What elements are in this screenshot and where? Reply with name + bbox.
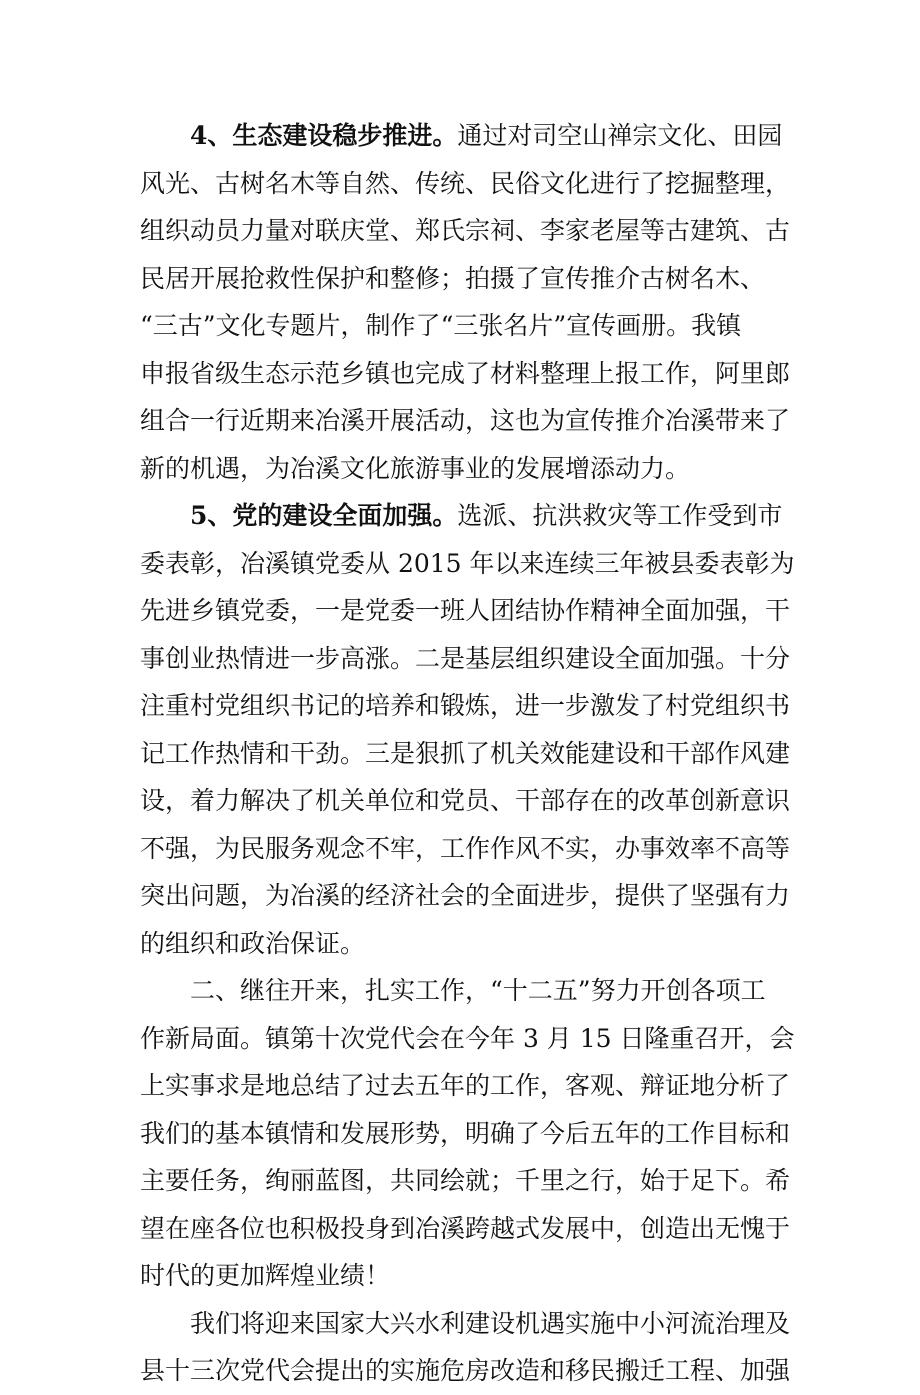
text-line: 新的机遇，为冶溪文化旅游事业的发展增添动力。 [140, 453, 691, 483]
text-line: 风光、古树名木等自然、传统、民俗文化进行了挖掘整理， [140, 168, 791, 198]
text-line: 先进乡镇党委，一是党委一班人团结协作精神全面加强，干 [140, 596, 791, 625]
text-line: 的组织和政治保证。 [140, 928, 366, 958]
text-line: 注重村党组织书记的培养和锻炼，进一步激发了村党组织书 [140, 691, 791, 720]
text-line: 申报省级生态示范乡镇也完成了材料整理上报工作，阿里郎 [140, 358, 791, 388]
text-line: 组织动员力量对联庆堂、郑氏宗祠、李家老屋等古建筑、古 [140, 216, 791, 245]
paragraph-section-two [140, 967, 795, 1300]
paragraph-ecology [140, 112, 791, 492]
text-line: 不强，为民服务观念不牢，工作作风不实，办事效率不高等 [140, 833, 791, 863]
text-line: 望在座各位也积极投身到冶溪跨越式发展中，创造出无愧于 [140, 1213, 791, 1243]
text-line: 二、继往开来，扎实工作，“十二五”努力开创各项工 [190, 976, 766, 1005]
paragraph-heading: 4、生态建设稳步推进。 [190, 121, 458, 150]
text-line: 主要任务，绚丽蓝图，共同绘就；千里之行，始于足下。希 [140, 1166, 791, 1195]
text-line: 事创业热情进一步高涨。二是基层组织建设全面加强。十分 [140, 643, 791, 673]
text-line: 县十三次党代会提出的实施危房改造和移民搬迁工程、加强 [140, 1356, 791, 1385]
document-page [140, 112, 795, 1395]
text-line: 时代的更加辉煌业绩！ [140, 1261, 391, 1290]
text-line: 委表彰，冶溪镇党委从 2015 年以来连续三年被县委表彰为 [140, 548, 795, 578]
paragraph-future [140, 1300, 791, 1395]
text-line [140, 112, 783, 160]
text-line [140, 492, 783, 540]
text-line: 上实事求是地总结了过去五年的工作，客观、辩证地分析了 [140, 1071, 791, 1100]
text-line: 作新局面。镇第十次党代会在今年 3 月 15 日隆重召开，会 [140, 1023, 795, 1053]
text-line: 民居开展抢救性保护和整修；拍摄了宣传推介古树名木、 [140, 263, 766, 293]
paragraph-party-building [140, 492, 795, 967]
paragraph-heading: 5、党的建设全面加强。 [190, 501, 458, 530]
text-line: “三古”文化专题片，制作了“三张名片”宣传画册。我镇 [140, 311, 742, 340]
text-run: 选派、抗洪救灾等工作受到市 [457, 501, 783, 530]
text-line: 突出问题，为冶溪的经济社会的全面进步，提供了坚强有力 [140, 881, 791, 910]
text-line: 记工作热情和干劲。三是狠抓了机关效能建设和干部作风建 [140, 738, 791, 768]
text-line: 组合一行近期来冶溪开展活动，这也为宣传推介冶溪带来了 [140, 406, 791, 435]
text-line: 我们的基本镇情和发展形势，明确了今后五年的工作目标和 [140, 1118, 791, 1148]
text-run: 通过对司空山禅宗文化、田园 [457, 121, 783, 150]
text-line: 我们将迎来国家大兴水利建设机遇实施中小河流治理及 [190, 1308, 791, 1338]
text-line: 设，着力解决了机关单位和党员、干部存在的改革创新意识 [140, 786, 791, 815]
